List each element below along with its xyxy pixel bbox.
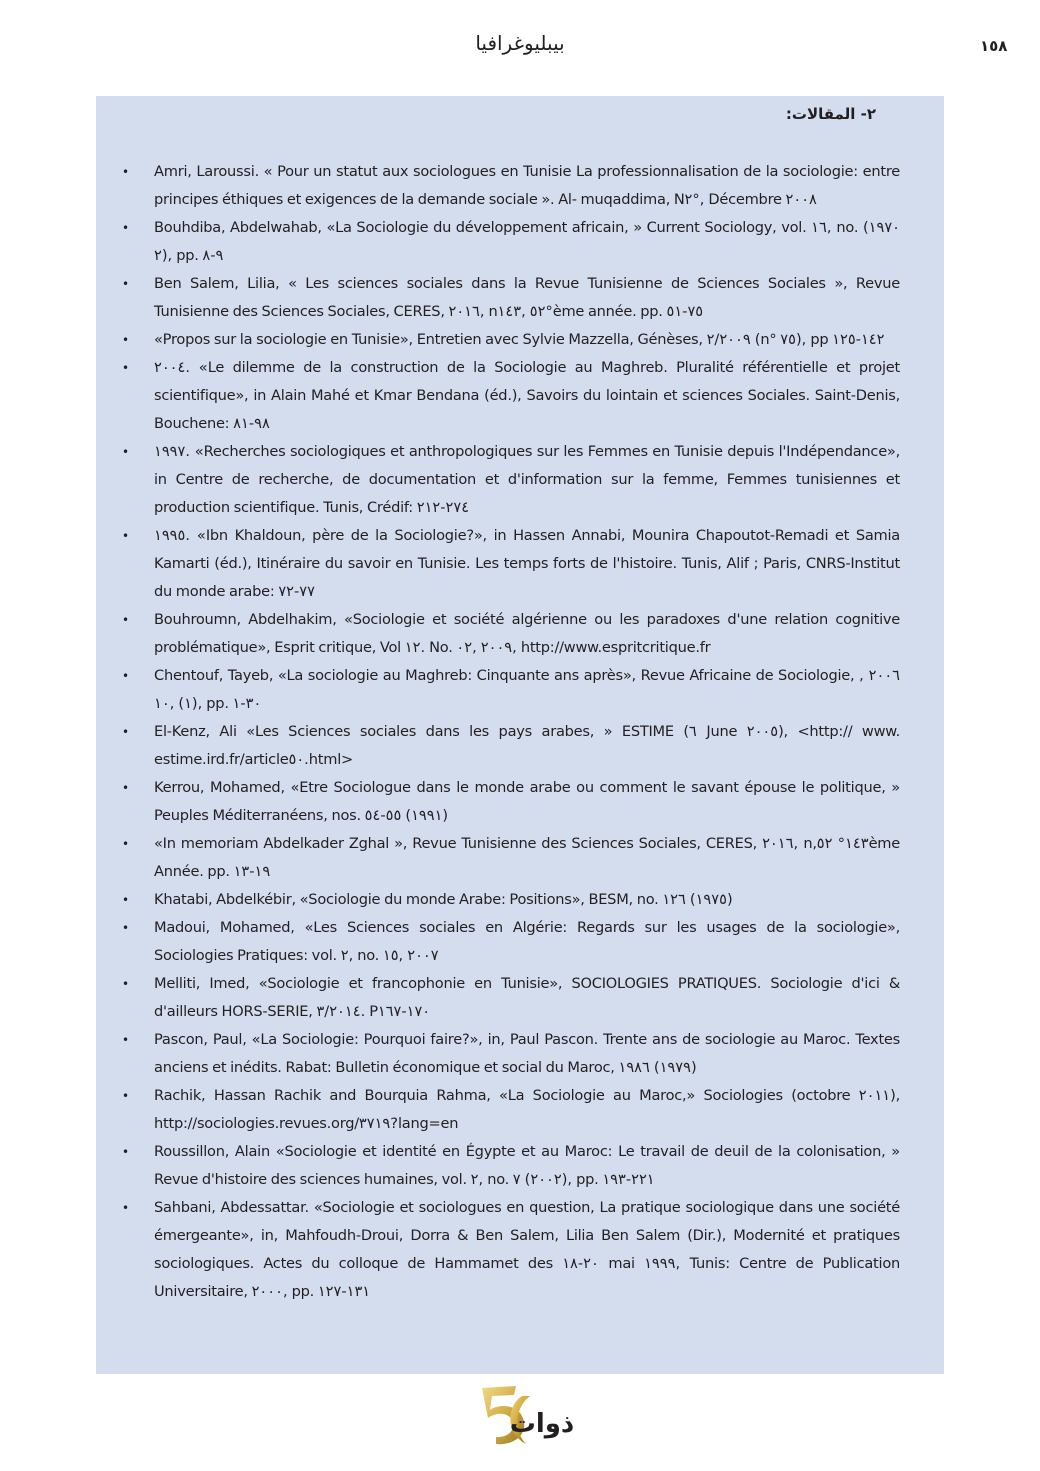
- bullet-icon: •: [122, 781, 129, 795]
- bullet-icon: •: [122, 333, 129, 347]
- reference-text: ٢٠٠٤. «Le dilemme de la construction de la Sociologie au Maghreb. Pluralité référentielle et projet scientifique», in Alain Mahé et Kmar Bendana (éd.), Savoirs du lointain et sciences Sociales. Saint-Denis, Bouchene: ٩٨-٨١: [154, 359, 900, 432]
- bullet-icon: •: [122, 529, 129, 543]
- bullet-icon: •: [122, 361, 129, 375]
- bullet-icon: •: [122, 1145, 129, 1159]
- reference-text: «In memoriam Abdelkader Zghal », Revue Tunisienne des Sciences Sociales, CERES, ٢٠١٦, n,١٤٣° ٥٢ème Année. pp. ١٩-١٣: [154, 835, 900, 880]
- reference-item: [122, 914, 900, 970]
- bullet-icon: •: [122, 669, 129, 683]
- reference-item: [122, 718, 900, 774]
- reference-text: Madoui, Mohamed, «Les Sciences sociales en Algérie: Regards sur les usages de la sociologie», Sociologies Pratiques: vol. ٢, no. ٢٠٠٧ ,١٥: [154, 919, 900, 964]
- reference-item: [122, 830, 900, 886]
- bullet-icon: •: [122, 1089, 129, 1103]
- reference-item: [122, 438, 900, 522]
- reference-item: [122, 326, 900, 354]
- page-number: ١٥٨: [980, 37, 1008, 55]
- reference-item: [122, 774, 900, 830]
- footer-logo-text: ذوات: [509, 1409, 575, 1439]
- reference-item: [122, 1082, 900, 1138]
- bullet-icon: •: [122, 725, 129, 739]
- reference-item: [122, 606, 900, 662]
- references-panel: [96, 96, 944, 1374]
- reference-text: Ben Salem, Lilia, « Les sciences sociales dans la Revue Tunisienne de Sciences Sociales », Revue Tunisienne des Sciences Sociales, CERES, ٢٠١٦, n٥٢ ,١٤٣°ème année. pp. ٧٥-٥١: [154, 275, 900, 320]
- reference-item: [122, 158, 900, 214]
- reference-text: Melliti, Imed, «Sociologie et francophonie en Tunisie», SOCIOLOGIES PRATIQUES. Sociologie d'ici & d'ailleurs HORS-SERIE, ٣/٢٠١٤. P١٧٠-١٦٧: [154, 975, 900, 1020]
- footer-logo: [476, 1382, 606, 1448]
- reference-item: [122, 970, 900, 1026]
- bullet-icon: •: [122, 1033, 129, 1047]
- reference-text: El-Kenz, Ali «Les Sciences sociales dans les pays arabes, » ESTIME (٦ June ٢٠٠٥), <http:// www. estime.ird.fr/article٥٠.html>: [154, 723, 900, 768]
- reference-item: [122, 1026, 900, 1082]
- reference-text: ١٩٩٧. «Recherches sociologiques et anthropologiques sur les Femmes en Tunisie depuis l'Indépendance», in Centre de recherche, de documentation et d'information sur la femme, Femmes tunisiennes et production scientifique. Tunis, Crédif: ٢٧٤-٢١٢: [154, 443, 900, 516]
- reference-item: [122, 522, 900, 606]
- bullet-icon: •: [122, 837, 129, 851]
- bullet-icon: •: [122, 921, 129, 935]
- reference-text: Bouhroumn, Abdelhakim, «Sociologie et société algérienne ou les paradoxes d'une relation cognitive problématique», Esprit critique, Vol ١٢. No. ٢٠٠٩ ,٠٢, http://www.espritcritique.fr: [154, 611, 900, 656]
- running-header: بيبليوغرافيا: [475, 31, 565, 55]
- reference-text: Bouhdiba, Abdelwahab, «La Sociologie du développement africain, » Current Sociology, vol. ١٦, no. ١٩٧٠) ٢), pp. ٩-٨: [154, 219, 900, 264]
- bullet-icon: •: [122, 165, 129, 179]
- reference-item: [122, 886, 900, 914]
- reference-text: Pascon, Paul, «La Sociologie: Pourquoi faire?», in, Paul Pascon. Trente ans de sociologie au Maroc. Textes anciens et inédits. Rabat: Bulletin économique et social du Maroc, ١٩٧٩) ١٩٨٦): [154, 1031, 900, 1076]
- reference-text: Sahbani, Abdessattar. «Sociologie et sociologues en question, La pratique sociologique dans une société émergeante», in, Mahfoudh-Droui, Dorra & Ben Salem, Lilia Ben Salem (Dir.), Modernité et pratiques sociologiques. Actes du colloque de Hammamet des ٢٠-١٨ mai ١٩٩٩, Tunis: Centre de Publication Universitaire, ٢٠٠٠, pp. ١٣١-١٢٧: [154, 1199, 901, 1300]
- reference-item: [122, 354, 900, 438]
- bullet-icon: •: [122, 893, 129, 907]
- reference-text: Roussillon, Alain «Sociologie et identité en Égypte et au Maroc: Le travail de deuil de la colonisation, » Revue d'histoire des sciences humaines, vol. ٢, no. ٢٠٠٢) ٧), pp. ٢٢١-١٩٣: [154, 1143, 900, 1188]
- reference-list: [122, 158, 901, 1306]
- bullet-icon: •: [122, 977, 129, 991]
- reference-text: ١٩٩٥. «Ibn Khaldoun, père de la Sociologie?», in Hassen Annabi, Mounira Chapoutot-Remadi et Samia Kamarti (éd.), Itinéraire du savoir en Tunisie. Les temps forts de l'histoire. Tunis, Alif ; Paris, CNRS-Institut du monde arabe: ٧٧-٧٢: [154, 527, 900, 600]
- bullet-icon: •: [122, 445, 129, 459]
- section-heading: ٢- المقالات:: [785, 105, 876, 123]
- bullet-icon: •: [122, 1201, 129, 1215]
- reference-text: Kerrou, Mohamed, «Etre Sociologue dans le monde arabe ou comment le savant épouse le politique, » Peuples Méditerranéens, nos. ١٩٩١) ٥٥-٥٤): [154, 779, 900, 824]
- reference-text: Khatabi, Abdelkébir, «Sociologie du monde Arabe: Positions», BESM, no. ١٩٧٥) ١٢٦): [154, 891, 733, 908]
- reference-item: [122, 214, 900, 270]
- bullet-icon: •: [122, 221, 129, 235]
- reference-item: [122, 270, 900, 326]
- reference-item: [122, 1194, 901, 1306]
- reference-text: «Propos sur la sociologie en Tunisie», Entretien avec Sylvie Mazzella, Génèses, ٢/٢٠٠٩ (n° ٧٥), pp ١٤٢-١٢٥: [154, 331, 885, 348]
- reference-text: Amri, Laroussi. « Pour un statut aux sociologues en Tunisie La professionnalisation de la sociologie: entre principes éthiques et exigences de la demande sociale ». Al- muqaddima, N٢°, Décembre ٢٠٠٨: [154, 163, 900, 208]
- reference-text: Rachik, Hassan Rachik and Bourquia Rahma, «La Sociologie au Maroc,» Sociologies (octobre ٢٠١١), http://sociologies.revues.org/٣٧١٩?lang=en: [154, 1087, 900, 1132]
- reference-item: [122, 662, 901, 718]
- reference-text: Chentouf, Tayeb, «La sociologie au Maghreb: Cinquante ans après», Revue Africaine de Sociologie, ٢٠٠٦ ,(١) ,١٠, pp. ٣٠-١: [154, 667, 901, 712]
- bullet-icon: •: [122, 277, 129, 291]
- bullet-icon: •: [122, 613, 129, 627]
- reference-item: [122, 1138, 900, 1194]
